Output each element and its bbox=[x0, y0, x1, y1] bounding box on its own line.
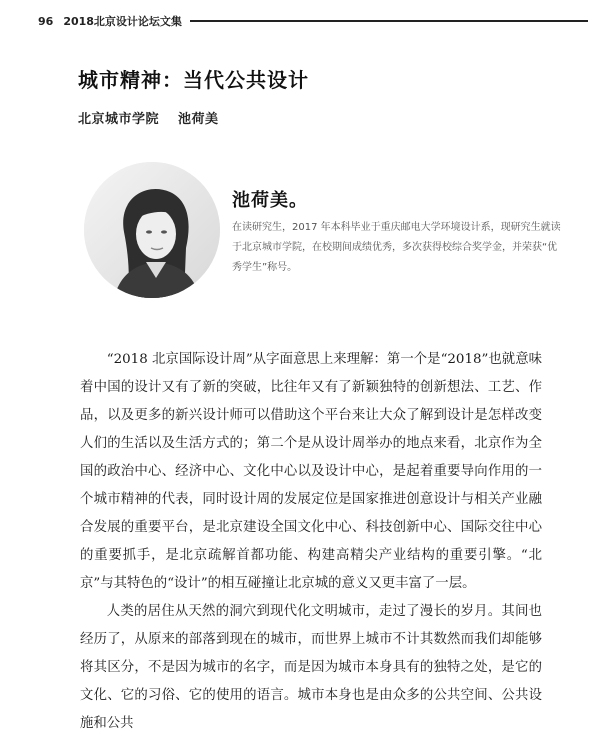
byline bbox=[78, 108, 219, 127]
author-portrait-image bbox=[84, 162, 220, 298]
article-body bbox=[80, 346, 542, 738]
author-photo bbox=[84, 162, 220, 298]
body-paragraph: “2018 北京国际设计周”从字面意思上来理解：第一个是“2018”也就意味着中国的设计又有了新的突破，比往年又有了新颖独特的创新想法、工艺、作品，以及更多的新兴设计师可以借助这个平台来让大众了解到设计是怎样改变人们的生活以及生活方式的；第二个是从设计周举办的地点来看，北京作为全国的政治中心、经济中心、文化中心以及设计中心，是起着重要导向作用的一个城市精神的代表，同时设计周的发展定位是国家推进创意设计与相关产业融合发展的重要平台，是北京建设全国文化中心、科技创新中心、国际交往中心的重要抓手，是北京疏解首都功能、构建高精尖产业结构的重要引擎。“北京”与其特色的“设计”的相互碰撞让北京城的意义又更丰富了一层。 bbox=[80, 352, 542, 591]
body-paragraph: 人类的居住从天然的洞穴到现代化文明城市，走过了漫长的岁月。其间也经历了，从原来的部落到现在的城市，而世界上城市不计其数然而我们却能够将其区分，不是因为城市的名字，而是因为城市本身具有的独特之处，是它的文化、它的习俗、它的使用的语言。城市本身也是由众多的公共空间、公共设施和公共 bbox=[80, 604, 542, 731]
author-name: 池荷美 bbox=[178, 112, 219, 127]
header-rule bbox=[190, 20, 588, 22]
book-title: 2018北京设计论坛文集 bbox=[63, 15, 182, 28]
running-header bbox=[38, 12, 588, 30]
bio-text: 在读研究生，2017 年本科毕业于重庆邮电大学环境设计系，现研究生就读于北京城市学院，在校期间成绩优秀，多次获得校综合奖学金，并荣获“优秀学生”称号。 bbox=[232, 222, 561, 273]
affiliation: 北京城市学院 bbox=[78, 112, 160, 127]
author-bio bbox=[232, 186, 562, 278]
article-title: 城市精神：当代公共设计 bbox=[78, 68, 309, 92]
bio-name: 池荷美。 bbox=[232, 190, 308, 211]
page-number: 96 bbox=[38, 14, 54, 28]
